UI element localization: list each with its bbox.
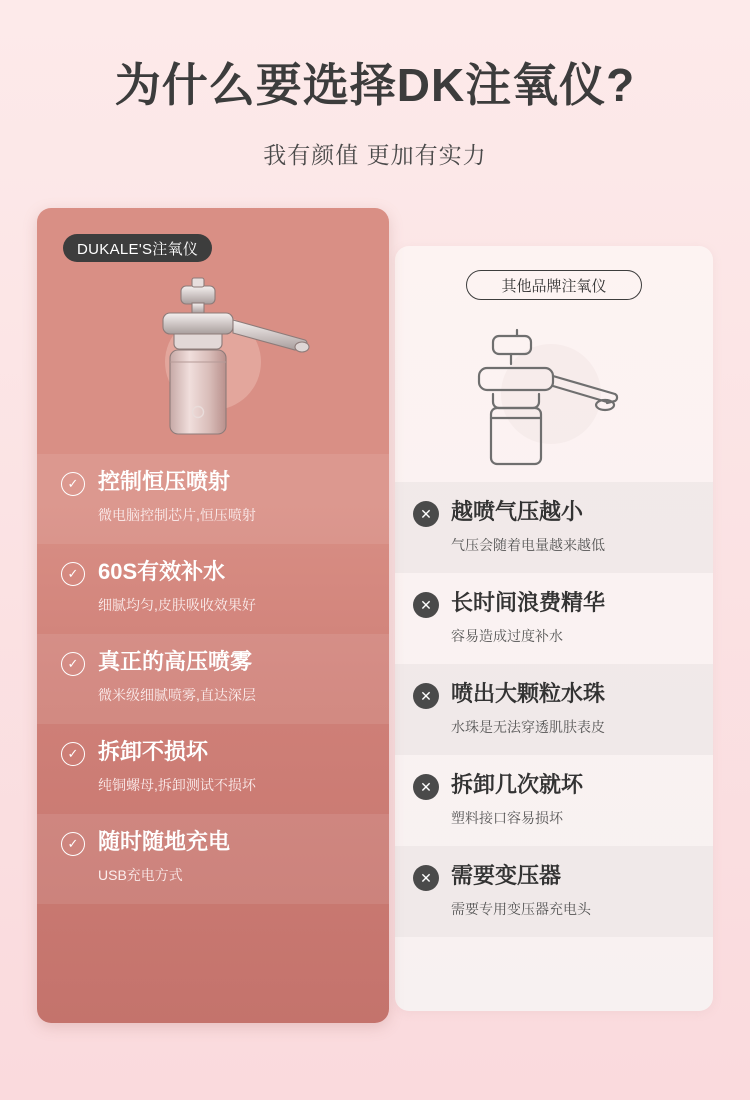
dk-feature-title: 60S有效补水 xyxy=(98,559,226,585)
other-brand-panel xyxy=(395,246,713,1011)
dk-feature-title: 拆卸不损坏 xyxy=(98,739,209,765)
oxygen-injector-outline-icon xyxy=(453,314,663,474)
other-feature-desc: 容易造成过度补水 xyxy=(451,627,563,644)
other-feature-row xyxy=(395,755,713,846)
check-icon: ✓ xyxy=(61,832,85,856)
check-icon: ✓ xyxy=(61,742,85,766)
page-subtitle: 我有颜值 更加有实力 xyxy=(263,142,487,169)
other-feature-row xyxy=(395,664,713,755)
dk-feature-row xyxy=(37,724,389,814)
other-feature-desc: 需要专用变压器充电头 xyxy=(451,900,591,917)
other-feature-desc: 水珠是无法穿透肌肤表皮 xyxy=(451,718,605,735)
other-brand-badge: 其他品牌注氧仪 xyxy=(466,270,642,300)
dk-feature-desc: USB充电方式 xyxy=(98,866,183,883)
dk-feature-title: 真正的高压喷雾 xyxy=(98,649,253,675)
dk-feature-title: 随时随地充电 xyxy=(98,829,231,855)
page-header xyxy=(0,0,750,170)
other-brand-illustration xyxy=(395,300,713,478)
x-icon: ✕ xyxy=(413,683,439,709)
x-icon: ✕ xyxy=(413,774,439,800)
other-feature-desc: 气压会随着电量越来越低 xyxy=(451,536,605,553)
dk-feature-list xyxy=(37,454,389,904)
check-icon: ✓ xyxy=(61,562,85,586)
other-feature-title: 长时间浪费精华 xyxy=(451,590,606,616)
x-icon: ✕ xyxy=(413,592,439,618)
dk-feature-row xyxy=(37,634,389,724)
x-icon: ✕ xyxy=(413,865,439,891)
other-feature-row xyxy=(395,482,713,573)
dk-feature-desc: 微电脑控制芯片,恒压喷射 xyxy=(98,506,256,523)
other-feature-row xyxy=(395,573,713,664)
oxygen-injector-device-icon xyxy=(142,272,372,452)
check-icon: ✓ xyxy=(61,472,85,496)
dk-brand-badge: DUKALE'S注氧仪 xyxy=(63,234,212,262)
dk-feature-row xyxy=(37,544,389,634)
x-icon: ✕ xyxy=(413,501,439,527)
dk-feature-row xyxy=(37,454,389,544)
other-feature-list xyxy=(395,482,713,937)
dk-feature-row xyxy=(37,814,389,904)
other-feature-row xyxy=(395,846,713,937)
dk-feature-title: 控制恒压喷射 xyxy=(98,469,231,495)
page-title: 为什么要选择DK注氧仪? xyxy=(114,59,636,111)
other-feature-desc: 塑料接口容易损坏 xyxy=(451,809,563,826)
other-feature-title: 需要变压器 xyxy=(451,863,562,889)
other-feature-title: 拆卸几次就坏 xyxy=(451,772,584,798)
dk-feature-desc: 纯铜螺母,拆卸测试不损坏 xyxy=(98,776,256,793)
other-feature-title: 越喷气压越小 xyxy=(451,499,584,525)
check-icon: ✓ xyxy=(61,652,85,676)
comparison-columns xyxy=(0,208,750,1038)
other-feature-title: 喷出大颗粒水珠 xyxy=(451,681,606,707)
dk-feature-desc: 微米级细腻喷雾,直达深层 xyxy=(98,686,256,703)
dk-feature-desc: 细腻均匀,皮肤吸收效果好 xyxy=(98,596,256,613)
dk-brand-illustration xyxy=(37,262,389,454)
dk-brand-panel xyxy=(37,208,389,1023)
